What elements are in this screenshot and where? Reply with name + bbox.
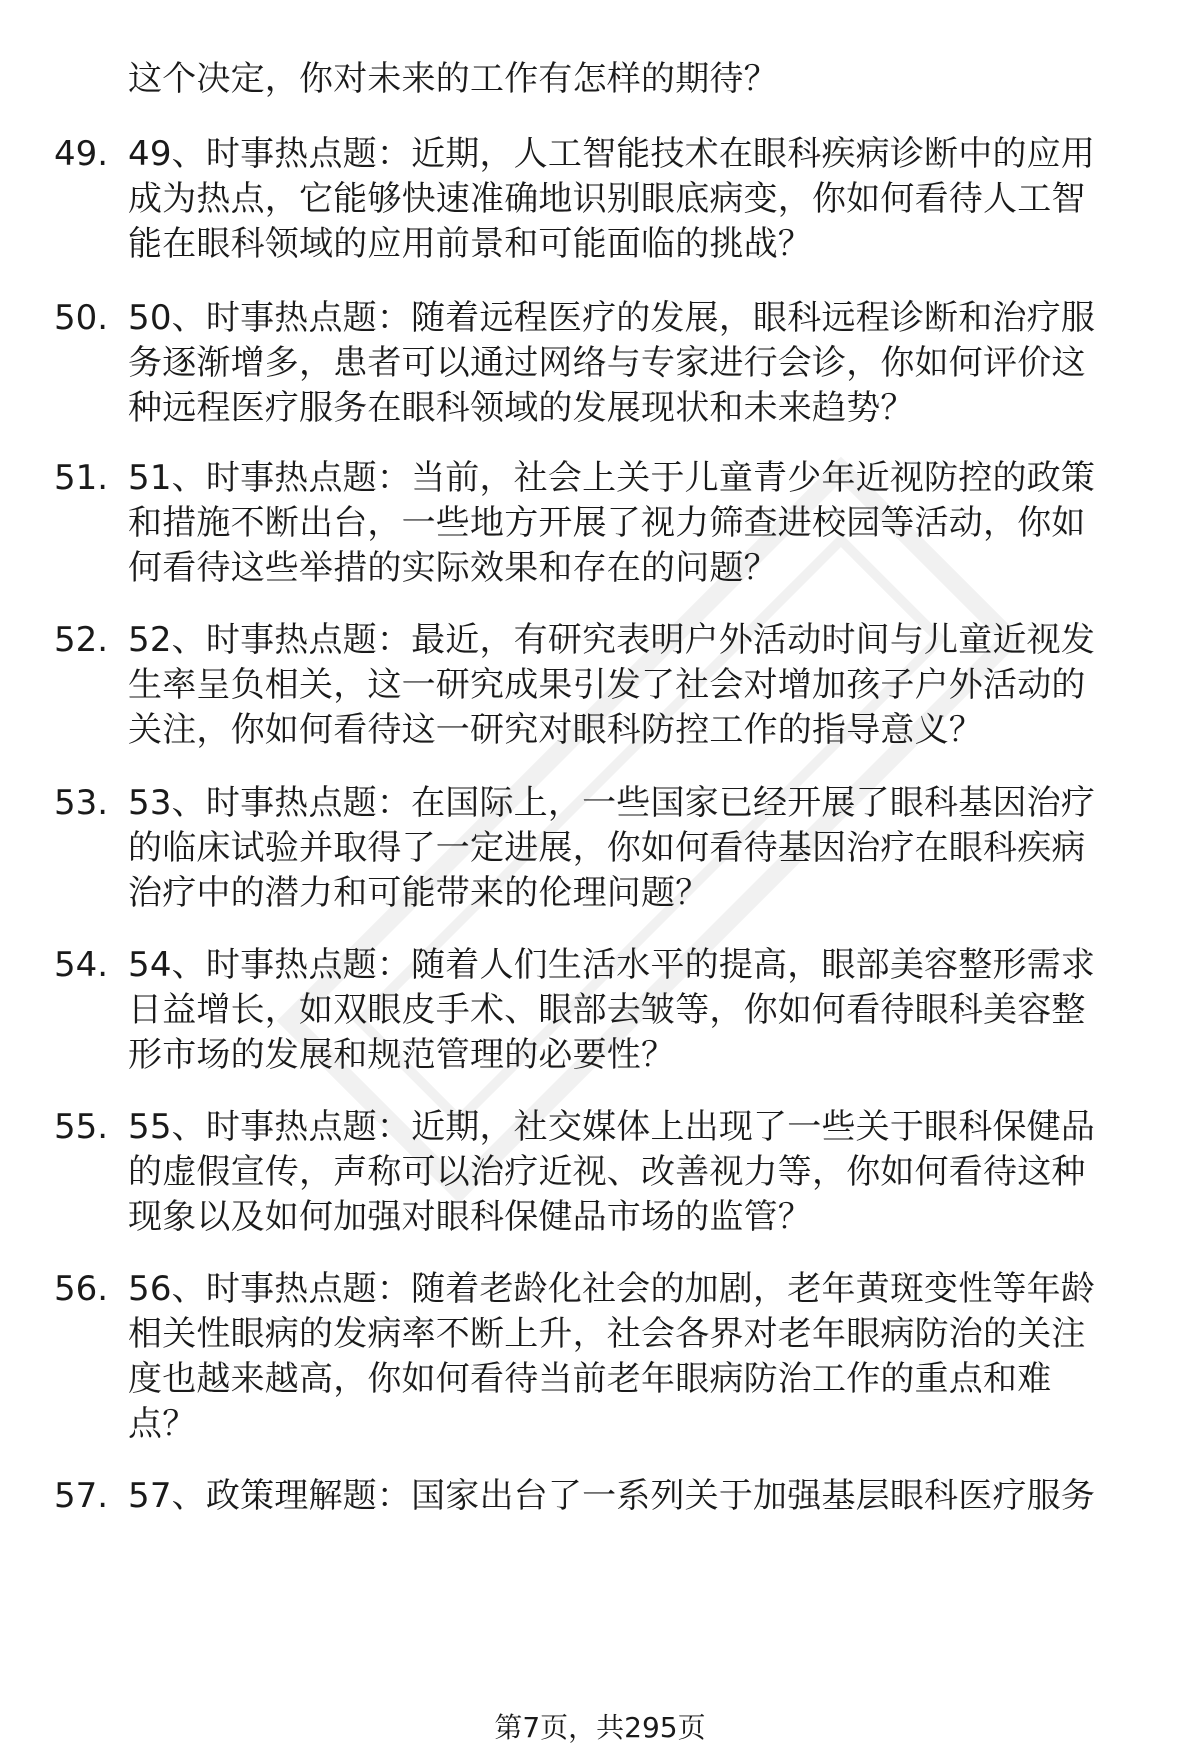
item-51-line-1: 51、时事热点题：当前，社会上关于儿童青少年近视防控的政策 — [128, 458, 1096, 498]
item-52-line-2: 生率呈负相关，这一研究成果引发了社会对增加孩子户外活动的 — [128, 665, 1086, 705]
item-number-49: 49. — [54, 134, 109, 174]
item-57-line-1: 57、政策理解题：国家出台了一系列关于加强基层眼科医疗服务 — [128, 1476, 1096, 1516]
item-56-line-3: 度也越来越高，你如何看待当前老年眼病防治工作的重点和难 — [128, 1359, 1052, 1399]
item-55-line-2: 的虚假宣传，声称可以治疗近视、改善视力等，你如何看待这种 — [128, 1152, 1086, 1192]
item-55-line-1: 55、时事热点题：近期，社交媒体上出现了一些关于眼科保健品 — [128, 1107, 1096, 1147]
item-53-line-3: 治疗中的潜力和可能带来的伦理问题？ — [128, 873, 710, 913]
item-number-51: 51. — [54, 458, 109, 498]
item-52-line-1: 52、时事热点题：最近，有研究表明户外活动时间与儿童近视发 — [128, 620, 1096, 660]
item-51-line-2: 和措施不断出台，一些地方开展了视力筛查进校园等活动，你如 — [128, 503, 1086, 543]
item-54-line-2: 日益增长，如双眼皮手术、眼部去皱等，你如何看待眼科美容整 — [128, 990, 1086, 1030]
item-56-line-4: 点？ — [128, 1404, 197, 1444]
item-49-line-3: 能在眼科领域的应用前景和可能面临的挑战？ — [128, 224, 812, 264]
item-54-line-1: 54、时事热点题：随着人们生活水平的提高，眼部美容整形需求 — [128, 945, 1096, 985]
item-number-50: 50. — [54, 298, 109, 338]
item-number-57: 57. — [54, 1476, 109, 1516]
continuation-line: 这个决定，你对未来的工作有怎样的期待？ — [128, 59, 778, 99]
item-56-line-2: 相关性眼病的发病率不断上升，社会各界对老年眼病防治的关注 — [128, 1314, 1086, 1354]
item-53-line-1: 53、时事热点题：在国际上，一些国家已经开展了眼科基因治疗 — [128, 783, 1096, 823]
item-49-line-1: 49、时事热点题：近期，人工智能技术在眼科疾病诊断中的应用 — [128, 134, 1096, 174]
item-50-line-1: 50、时事热点题：随着远程医疗的发展，眼科远程诊断和治疗服 — [128, 298, 1096, 338]
item-number-52: 52. — [54, 620, 109, 660]
item-56-line-1: 56、时事热点题：随着老龄化社会的加剧，老年黄斑变性等年龄 — [128, 1269, 1096, 1309]
item-number-53: 53. — [54, 783, 109, 823]
item-50-line-3: 种远程医疗服务在眼科领域的发展现状和未来趋势？ — [128, 388, 915, 428]
item-51-line-3: 何看待这些举措的实际效果和存在的问题？ — [128, 548, 778, 588]
item-52-line-3: 关注，你如何看待这一研究对眼科防控工作的指导意义？ — [128, 710, 983, 750]
item-49-line-2: 成为热点，它能够快速准确地识别眼底病变，你如何看待人工智 — [128, 179, 1086, 219]
item-number-56: 56. — [54, 1269, 109, 1309]
item-50-line-2: 务逐渐增多，患者可以通过网络与专家进行会诊，你如何评价这 — [128, 343, 1086, 383]
item-54-line-3: 形市场的发展和规范管理的必要性？ — [128, 1035, 676, 1075]
item-53-line-2: 的临床试验并取得了一定进展，你如何看待基因治疗在眼科疾病 — [128, 828, 1086, 868]
page-footer: 第7页，共295页 — [494, 1711, 706, 1744]
item-55-line-3: 现象以及如何加强对眼科保健品市场的监管？ — [128, 1197, 812, 1237]
item-number-54: 54. — [54, 945, 109, 985]
item-number-55: 55. — [54, 1107, 109, 1147]
